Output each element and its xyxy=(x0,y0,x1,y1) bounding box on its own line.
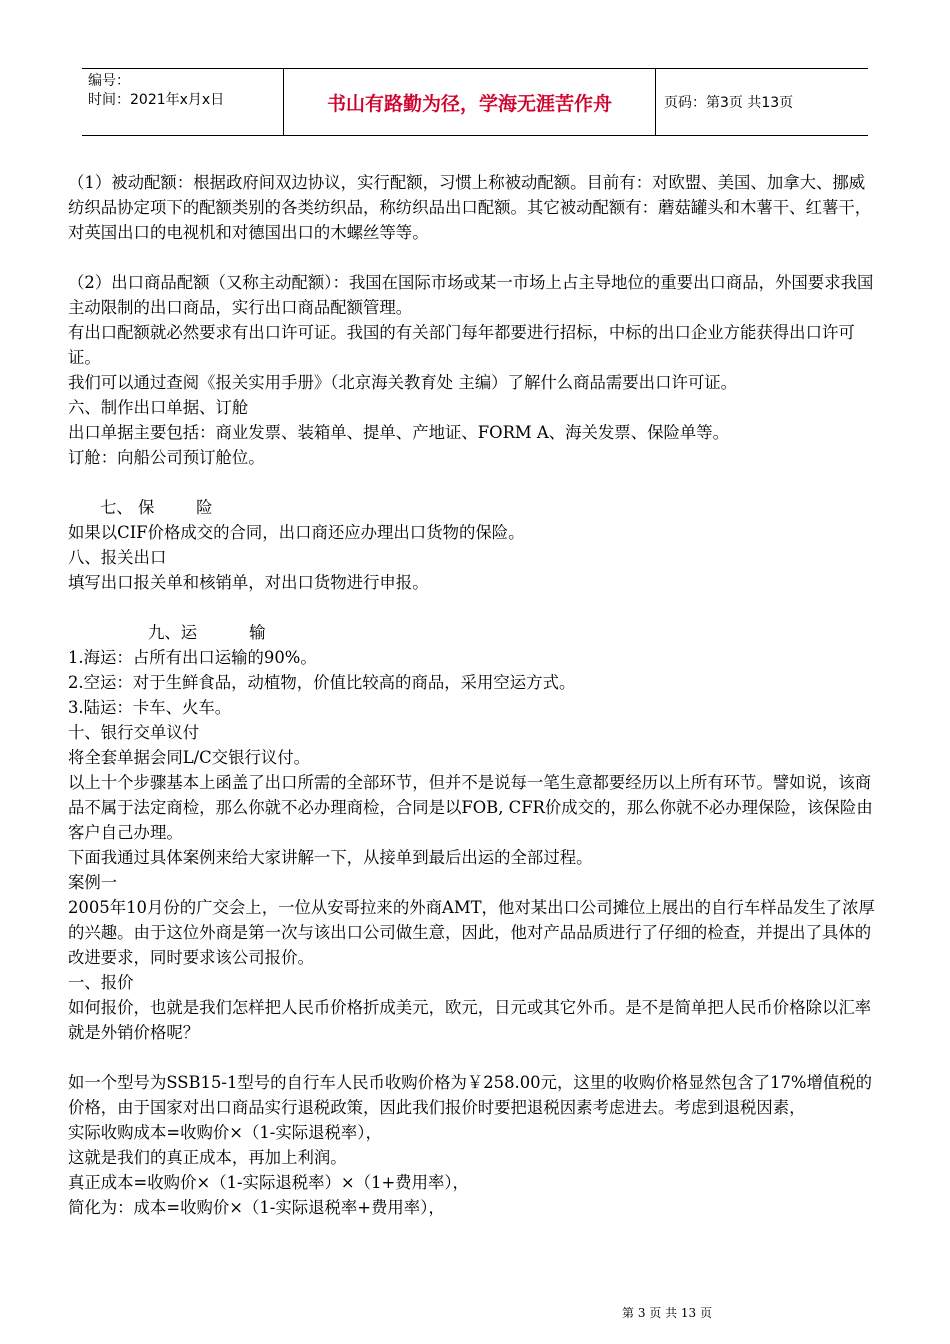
paragraph: 如一个型号为SSB15-1型号的自行车人民币收购价格为￥258.00元，这里的收购价格显然包含了17%增值税的价格，由于国家对出口商品实行退税政策，因此我们报价时要把退税因素考虑进去。考虑到退税因素， xyxy=(68,1073,873,1117)
section-heading: 九、运 输 xyxy=(148,623,266,642)
paragraph: （2）出口商品配额（又称主动配额）：我国在国际市场或某一市场上占主导地位的重要出口商品，外国要求我国主动限制的出口商品，实行出口商品配额管理。 xyxy=(68,273,874,317)
section-heading: 八、报关出口 xyxy=(68,548,167,567)
formula: 简化为：成本=收购价×（1-实际退税率+费用率）， xyxy=(68,1198,445,1217)
paragraph: 下面我通过具体案例来给大家讲解一下，从接单到最后出运的全部过程。 xyxy=(68,848,593,867)
paragraph: （1）被动配额：根据政府间双边协议，实行配额，习惯上称被动配额。目前有：对欧盟、美国、加拿大、挪威纺织品协定项下的配额类别的各类纺织品，称纺织品出口配额。其它被动配额有：蘑菇罐头和木薯干、红薯干，对英国出口的电视机和对德国出口的木螺丝等等。 xyxy=(68,173,872,242)
section-heading: 案例一 xyxy=(68,873,118,892)
section-heading: 七、 保 险 xyxy=(100,498,213,517)
header-motto: 书山有路勤为径，学海无涯苦作舟 xyxy=(284,69,656,135)
section-heading: 一、报价 xyxy=(68,973,134,992)
paragraph: 填写出口报关单和核销单，对出口货物进行申报。 xyxy=(68,573,429,592)
header-meta xyxy=(82,69,284,135)
list-item: 2.空运：对于生鲜食品，动植物，价值比较高的商品，采用空运方式。 xyxy=(68,673,576,692)
document-time: 时间：2021年x月x日 xyxy=(88,92,225,108)
paragraph: 将全套单据会同L/C交银行议付。 xyxy=(68,748,311,767)
list-item: 3.陆运：卡车、火车。 xyxy=(68,698,232,717)
paragraph: 如何报价，也就是我们怎样把人民币价格折成美元，欧元，日元或其它外币。是不是简单把人民币价格除以汇率就是外销价格呢？ xyxy=(68,998,872,1042)
section-heading: 六、制作出口单据、订舱 xyxy=(68,398,249,417)
paragraph: 我们可以通过查阅《报关实用手册》（北京海关教育处 主编）了解什么商品需要出口许可证。 xyxy=(68,373,738,392)
paragraph: 出口单据主要包括：商业发票、装箱单、提单、产地证、FORM A、海关发票、保险单等。 xyxy=(68,423,730,442)
paragraph: 订舱：向船公司预订舱位。 xyxy=(68,448,265,467)
formula: 真正成本=收购价×（1-实际退税率）×（1+费用率）， xyxy=(68,1173,469,1192)
paragraph: 如果以CIF价格成交的合同，出口商还应办理出口货物的保险。 xyxy=(68,523,525,542)
document-body xyxy=(68,170,880,1220)
formula: 实际收购成本=收购价×（1-实际退税率）， xyxy=(68,1123,382,1142)
paragraph: 这就是我们的真正成本，再加上利润。 xyxy=(68,1148,347,1167)
page-header xyxy=(82,68,868,136)
header-page-info: 页码：第3页 共13页 xyxy=(664,95,794,111)
paragraph: 以上十个步骤基本上函盖了出口所需的全部环节，但并不是说每一笔生意都要经历以上所有环节。譬如说，该商品不属于法定商检，那么你就不必办理商检，合同是以FOB, CFR价成交的，那么你就不必办理保险，该保险由客户自己办理。 xyxy=(68,773,873,842)
page-footer: 第 3 页 共 13 页 xyxy=(622,1306,712,1320)
list-item: 1.海运：占所有出口运输的90%。 xyxy=(68,648,317,667)
paragraph: 2005年10月份的广交会上，一位从安哥拉来的外商AMT，他对某出口公司摊位上展出的自行车样品发生了浓厚的兴趣。由于这位外商是第一次与该出口公司做生意，因此，他对产品品质进行了仔细的检查，并提出了具体的改进要求，同时要求该公司报价。 xyxy=(68,898,875,967)
paragraph: 有出口配额就必然要求有出口许可证。我国的有关部门每年都要进行招标，中标的出口企业方能获得出口许可证。 xyxy=(68,323,855,367)
document-number: 编号： xyxy=(88,73,130,89)
section-heading: 十、银行交单议付 xyxy=(68,723,200,742)
